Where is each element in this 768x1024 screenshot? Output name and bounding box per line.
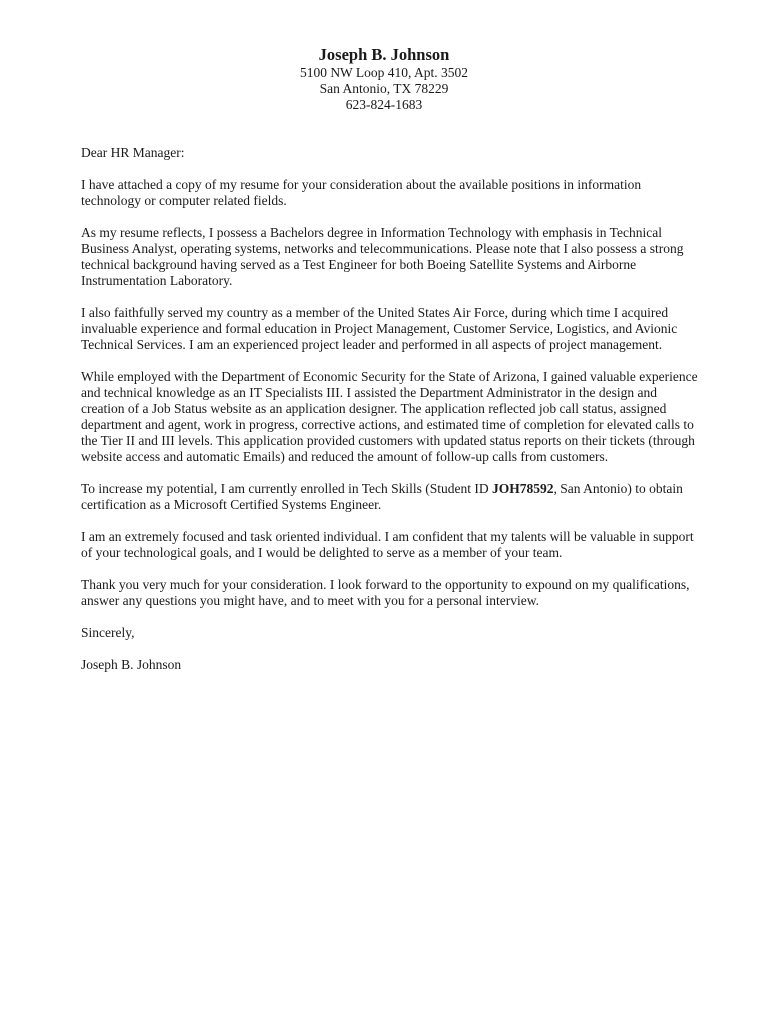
paragraph-education: As my resume reflects, I possess a Bachelors degree in Information Technology with emphasis in Technical Business Analyst, operating systems, networks and telecommunications. Please note that I also possess a strong technical background having served as a Test Engineer for both Boeing Satellite Systems and Airborne Instrumentation Laboratory. [81, 225, 684, 288]
paragraph-thanks: Thank you very much for your consideration. I look forward to the opportunity to expound on my qualifications, answer any questions you might have, and to meet with you for a personal interview. [81, 577, 690, 608]
paragraph-air-force: I also faithfully served my country as a member of the United States Air Force, during which time I acquired invaluable experience and formal education in Project Management, Customer Service, Logistics, and Avionic Technical Services. I am an experienced project leader and performed in all aspects of project management. [81, 305, 678, 352]
closing: Sincerely, [81, 625, 135, 640]
salutation: Dear HR Manager: [81, 145, 185, 160]
letter-body [81, 145, 701, 689]
signature-name: Joseph B. Johnson [81, 657, 182, 672]
sender-address-line2: San Antonio, TX 78229 [319, 81, 449, 96]
sender-name: Joseph B. Johnson [318, 45, 450, 64]
certification-text-after: , San Antonio) to obtain certification as a Microsoft Certified Systems Engineer. [81, 481, 683, 512]
student-id: JOH78592 [492, 481, 554, 496]
paragraph-resume-attached: I have attached a copy of my resume for your consideration about the available positions in information technology or computer related fields. [81, 177, 642, 208]
certification-text-before: To increase my potential, I am currently enrolled in Tech Skills (Student ID [81, 481, 493, 496]
sender-phone: 623-824-1683 [345, 97, 423, 112]
sender-address-line1: 5100 NW Loop 410, Apt. 3502 [299, 65, 469, 80]
paragraph-focus: I am an extremely focused and task oriented individual. I am confident that my talents will be valuable in support of your technological goals, and I would be delighted to serve as a member of your team. [81, 529, 694, 560]
paragraph-arizona-experience: While employed with the Department of Economic Security for the State of Arizona, I gained valuable experience and technical knowledge as an IT Specialists III. I assisted the Department Administrator in the design and creation of a Job Status website as an application designer. The application reflected job call status, assigned department and agent, work in progress, corrective actions, and estimated time of completion for elevated calls to the Tier II and III levels. This application provided customers with updated status reports on their tickets (through website access and automatic Emails) and reduced the amount of follow-up calls from customers. [81, 369, 698, 464]
paragraph-certification [81, 481, 701, 513]
letterhead [0, 45, 768, 113]
